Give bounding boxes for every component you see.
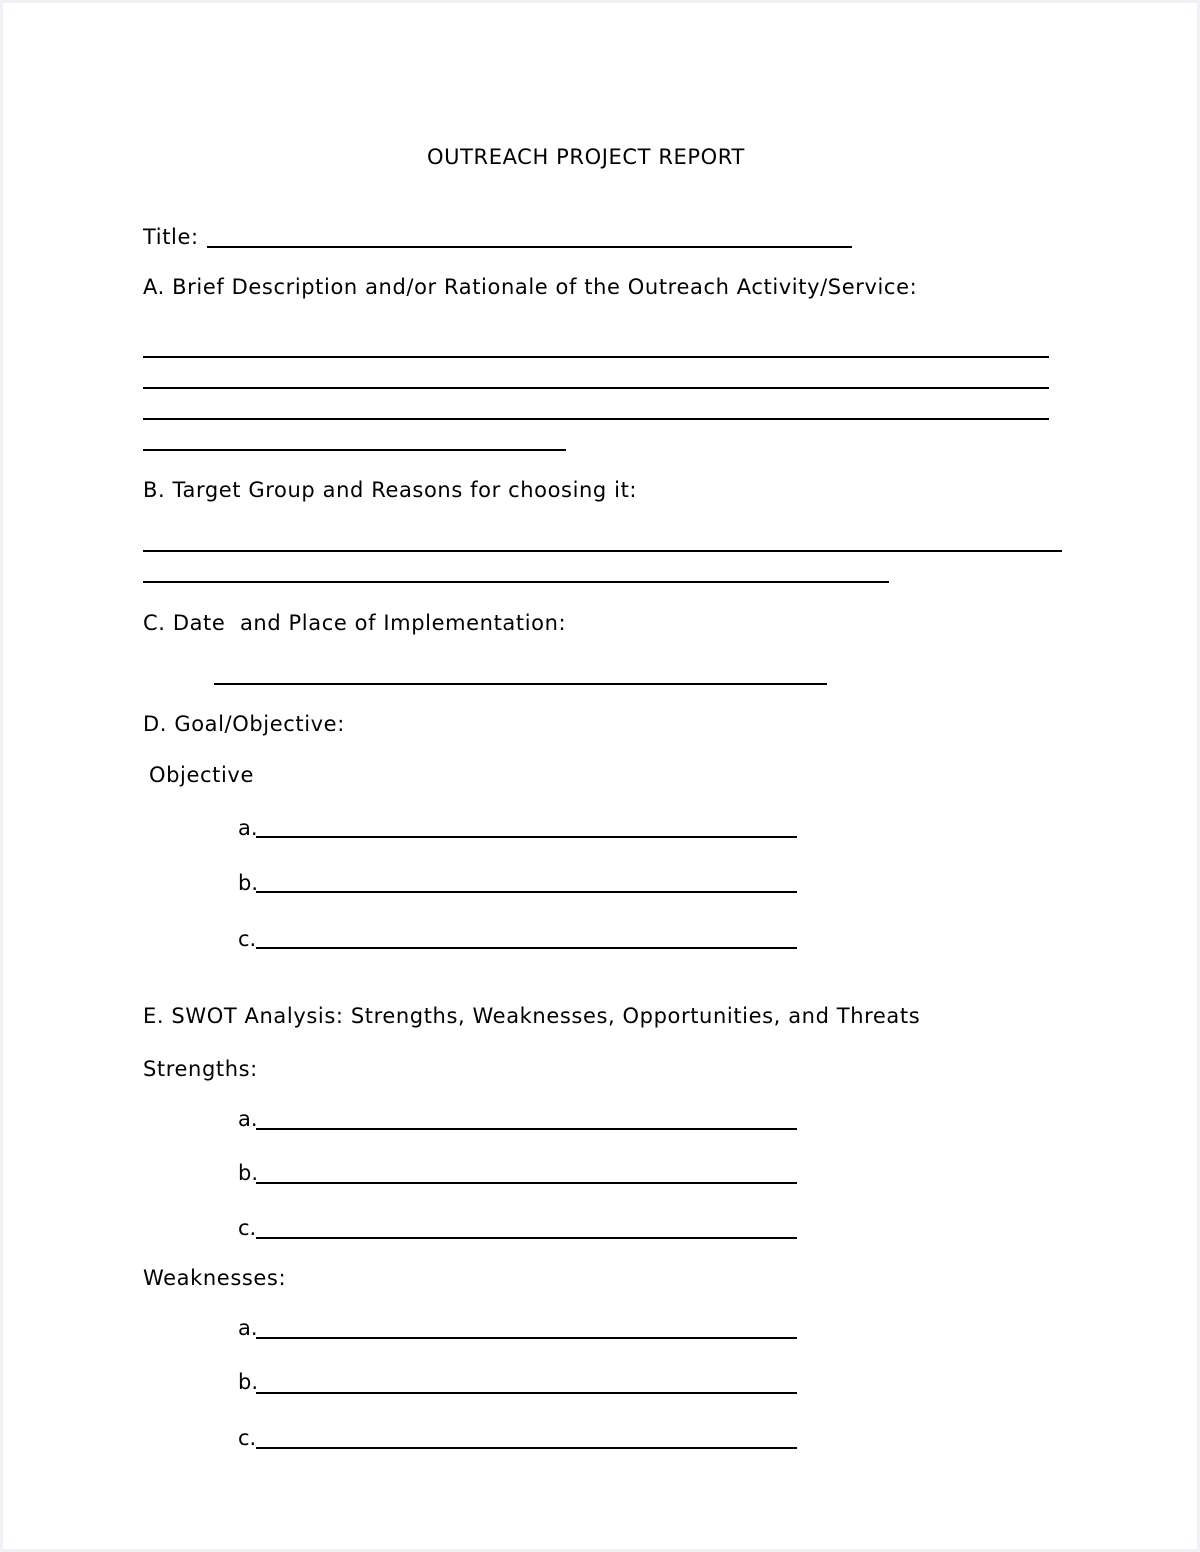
section-a-line-1[interactable]: [143, 356, 1049, 358]
section-a-line-4[interactable]: [143, 449, 566, 451]
strengths-item-b-line[interactable]: [256, 1182, 797, 1184]
strengths-item-c-line[interactable]: [256, 1237, 797, 1239]
section-e-heading: E. SWOT Analysis: Strengths, Weaknesses, Opportunities, and Threats: [143, 1004, 921, 1028]
section-d-heading: D. Goal/Objective:: [143, 712, 345, 736]
objective-item-b-line[interactable]: [256, 891, 797, 893]
title-field-line[interactable]: [207, 246, 852, 248]
section-a-line-3[interactable]: [143, 418, 1049, 420]
objective-item-c-label: c.: [238, 927, 257, 951]
section-c-heading: C. Date and Place of Implementation:: [143, 611, 567, 635]
strengths-item-a-line[interactable]: [256, 1128, 797, 1130]
strengths-item-b-label: b.: [238, 1161, 259, 1185]
strengths-item-c-label: c.: [238, 1216, 257, 1240]
weaknesses-item-b-line[interactable]: [256, 1392, 797, 1394]
section-a-heading: A. Brief Description and/or Rationale of the Outreach Activity/Service:: [143, 275, 918, 299]
weaknesses-item-b-label: b.: [238, 1370, 259, 1394]
section-a-line-2[interactable]: [143, 387, 1049, 389]
weaknesses-item-a-label: a.: [238, 1316, 258, 1340]
objective-item-c-line[interactable]: [256, 947, 797, 949]
objective-item-a-line[interactable]: [256, 836, 797, 838]
weaknesses-item-a-line[interactable]: [256, 1337, 797, 1339]
strengths-item-a-label: a.: [238, 1107, 258, 1131]
objective-item-b-label: b.: [238, 871, 259, 895]
section-b-line-1[interactable]: [143, 550, 1062, 552]
weaknesses-label: Weaknesses:: [143, 1266, 287, 1290]
weaknesses-item-c-line[interactable]: [256, 1447, 797, 1449]
objective-subheading: Objective: [149, 763, 254, 787]
report-form-page: [3, 3, 1197, 1549]
weaknesses-item-c-label: c.: [238, 1426, 257, 1450]
page-title: OUTREACH PROJECT REPORT: [427, 145, 745, 169]
section-c-line[interactable]: [214, 683, 827, 685]
section-b-line-2[interactable]: [143, 581, 889, 583]
title-field-label: Title:: [143, 225, 199, 249]
objective-item-a-label: a.: [238, 816, 258, 840]
section-b-heading: B. Target Group and Reasons for choosing it:: [143, 478, 638, 502]
strengths-label: Strengths:: [143, 1057, 258, 1081]
